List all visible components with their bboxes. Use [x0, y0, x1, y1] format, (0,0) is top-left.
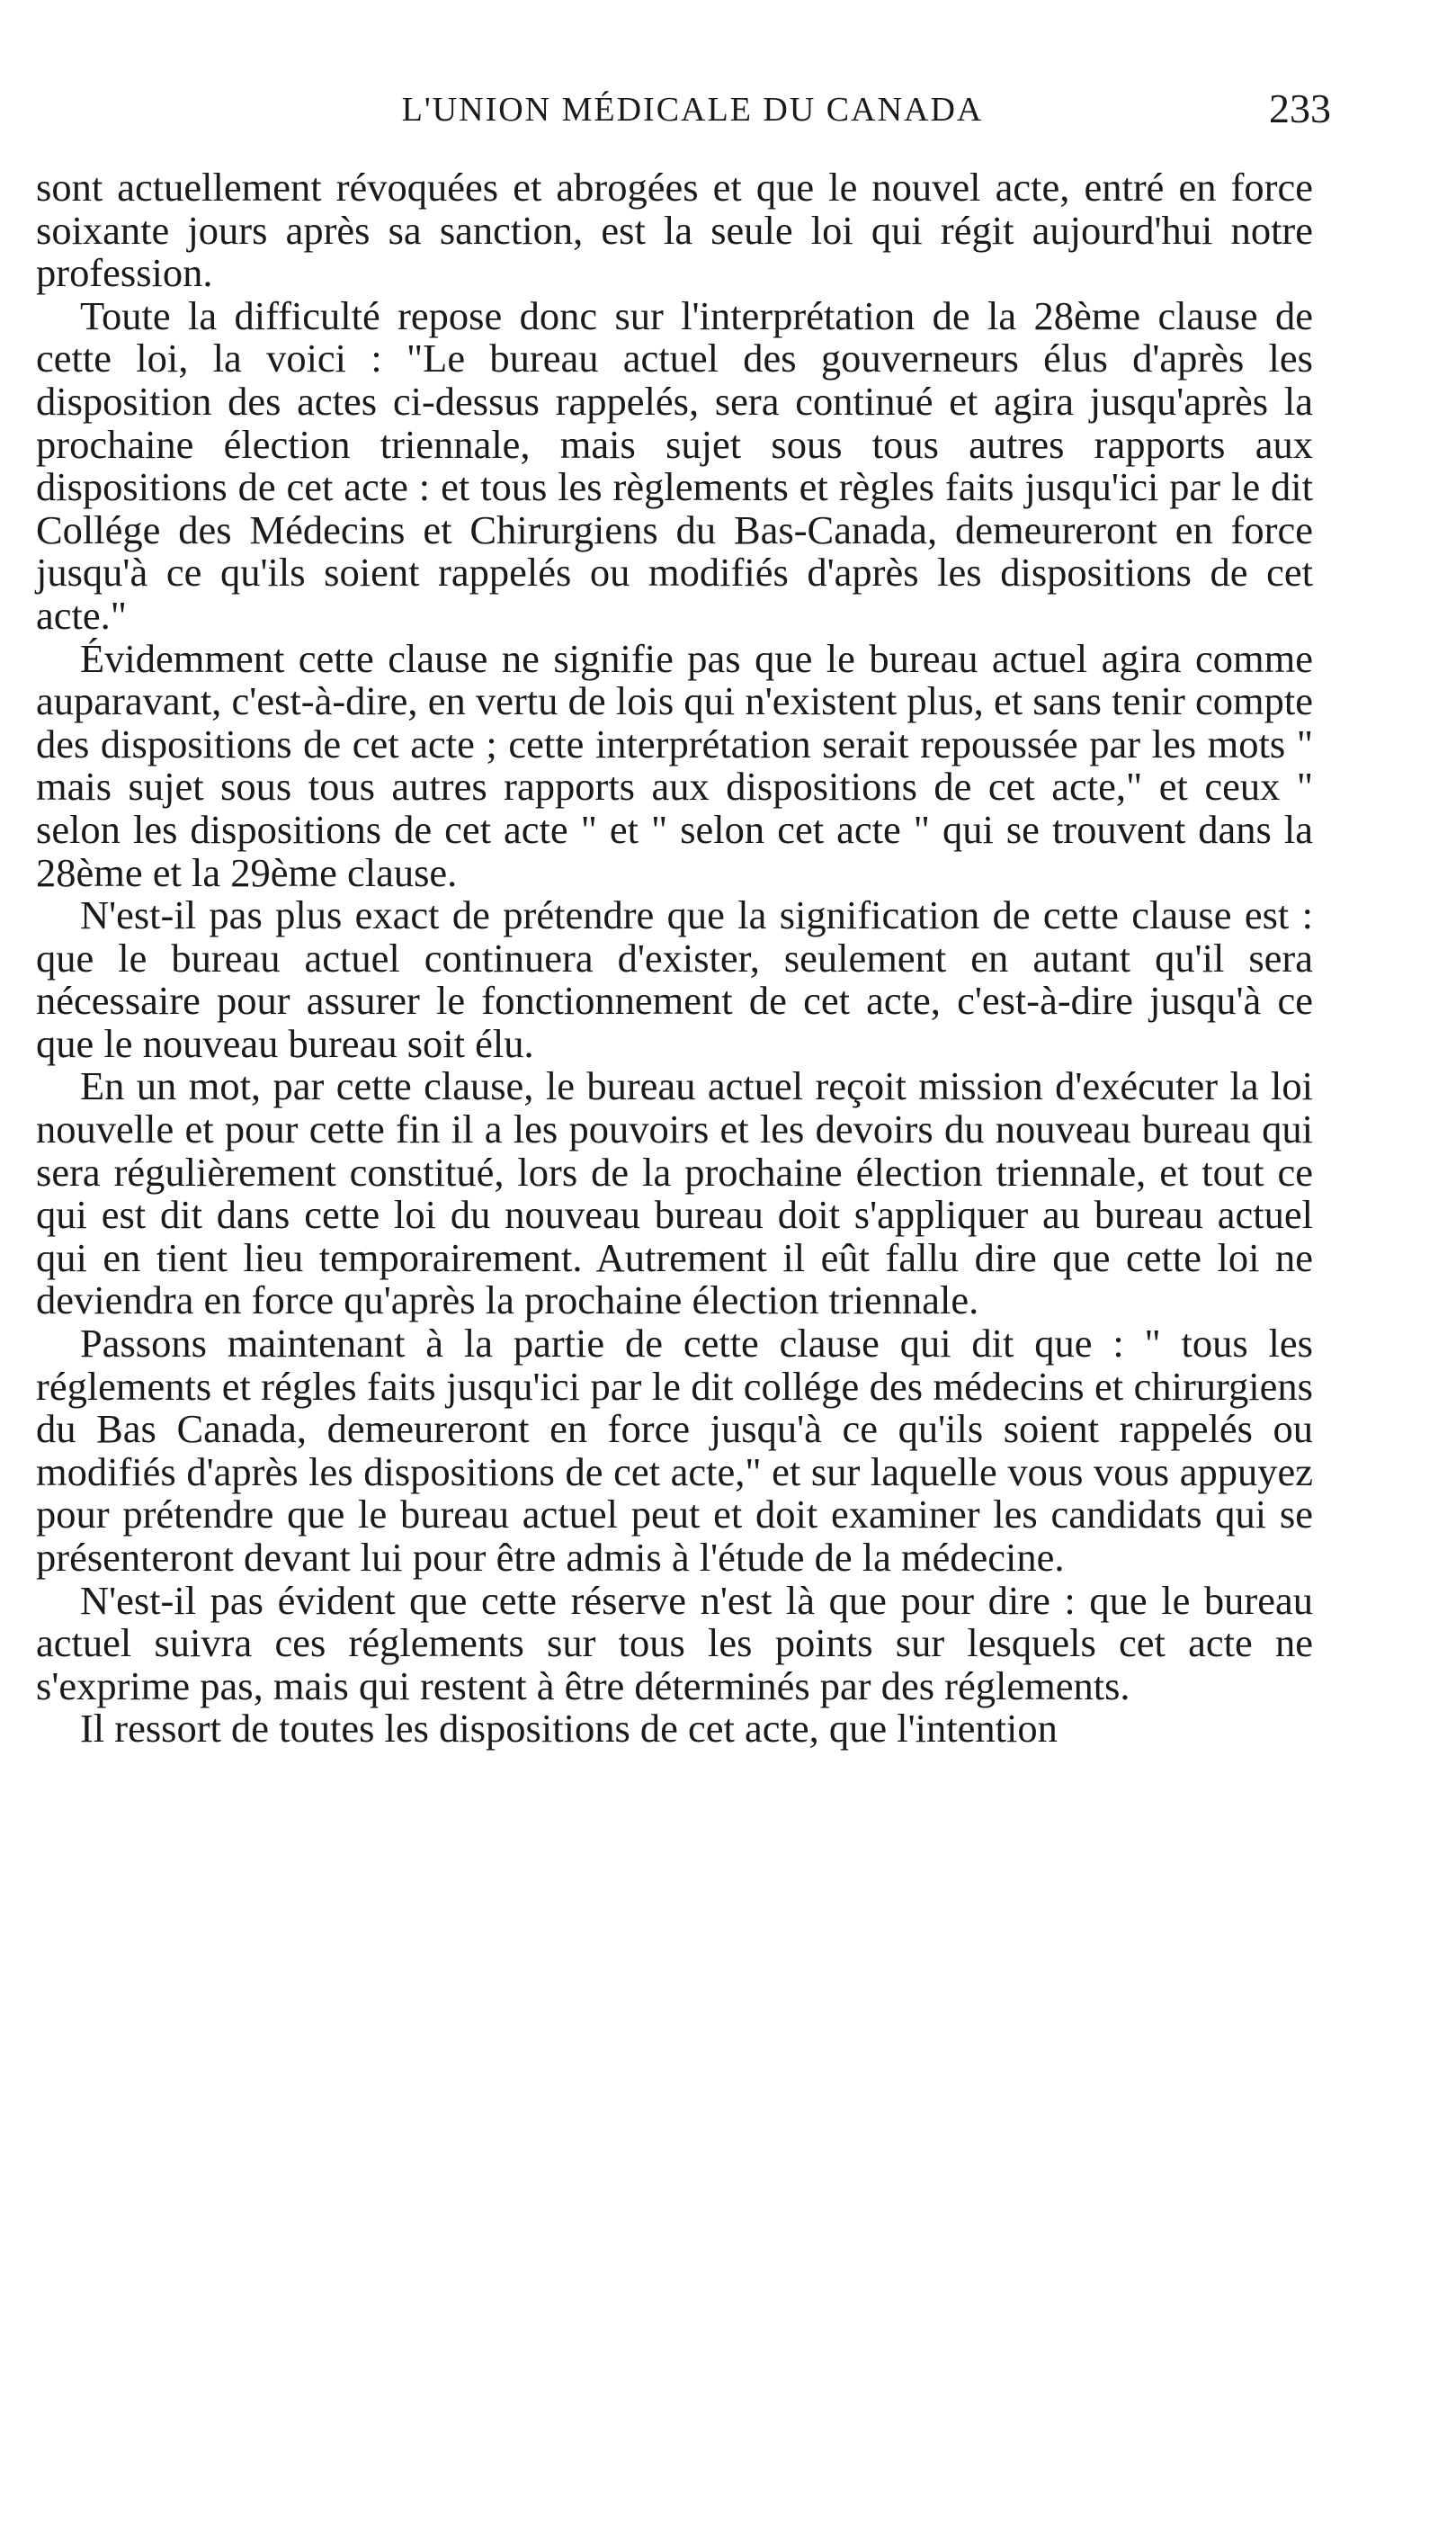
paragraph-3: Évidemment cette clause ne signifie pas que le bureau actuel agira comme auparavant, c'est-à-dire, en vertu de lois qui n'existent plus, et sans tenir compte des dispositions de cet acte ; cette interprétation serait repoussée par les mots " mais sujet sous tous autres rapports aux dispositions de cet acte," et ceux " selon les dispositions de cet acte " et " selon cet acte " qui se trouvent dans la 28ème et la 29ème clause.: [36, 635, 1313, 895]
paragraph-2: Toute la difficulté repose donc sur l'interprétation de la 28ème clause de cette loi, la voici : "Le bureau actuel des gouverneurs élus d'après les disposition des actes ci-dessus rappelés, sera continué et agira jusqu'après la prochaine élection triennale, mais sujet sous tous autres rapports aux dispositions de cet acte : et tous les règlements et règles faits jusqu'ici par le dit Collége des Médecins et Chirurgiens du Bas-Canada, demeureront en force jusqu'à ce qu'ils soient rappelés ou modifiés d'après les dispositions de cet acte.": [36, 292, 1313, 638]
paragraph-1: sont actuellement révoquées et abrogées et que le nouvel acte, entré en force soixante jours après sa sanction, est la seule loi qui régit aujourd'hui notre profession.: [36, 165, 1313, 296]
paragraph-6: Passons maintenant à la partie de cette clause qui dit que : " tous les réglements et régles faits jusqu'ici par le dit collége des médecins et chirurgiens du Bas Canada, demeureront en force jusqu'à ce qu'ils soient rappelés ou modifiés d'après les dispositions de cet acte," et sur laquelle vous vous appuyez pour prétendre que le bureau actuel peut et doit examiner les candidats qui se présenteront devant lui pour être admis à l'étude de la médecine.: [36, 1321, 1313, 1580]
paragraph-5: En un mot, par cette clause, le bureau actuel reçoit mission d'exécuter la loi nouvelle et pour cette fin il a les pouvoirs et les devoirs du nouveau bureau qui sera régulièrement constitué, lors de la prochaine élection triennale, et tout ce qui est dit dans cette loi du nouveau bureau doit s'appliquer au bureau actuel qui en tient lieu temporairement. Autrement il eût fallu dire que cette loi ne deviendra en force qu'après la prochaine élection triennale.: [36, 1063, 1313, 1323]
article-body: [36, 166, 1313, 1751]
page-header: [54, 85, 1331, 153]
paragraph-4: N'est-il pas plus exact de prétendre que la signification de cette clause est : que le bureau actuel continuera d'exister, seulement en autant qu'il sera nécessaire pour assurer le fonctionnement de cet acte, c'est-à-dire jusqu'à ce que le nouveau bureau soit élu.: [36, 892, 1313, 1066]
page-number: 233: [1269, 85, 1331, 131]
paragraph-7: N'est-il pas évident que cette réserve n'est là que pour dire : que le bureau actuel suivra ces réglements sur tous les points sur lesquels cet acte ne s'exprime pas, mais qui restent à être déterminés par des réglements.: [36, 1577, 1313, 1708]
running-head: L'UNION MÉDICALE DU CANADA: [401, 91, 984, 129]
paragraph-8: Il ressort de toutes les dispositions de cet acte, que l'intention: [79, 1706, 1058, 1752]
